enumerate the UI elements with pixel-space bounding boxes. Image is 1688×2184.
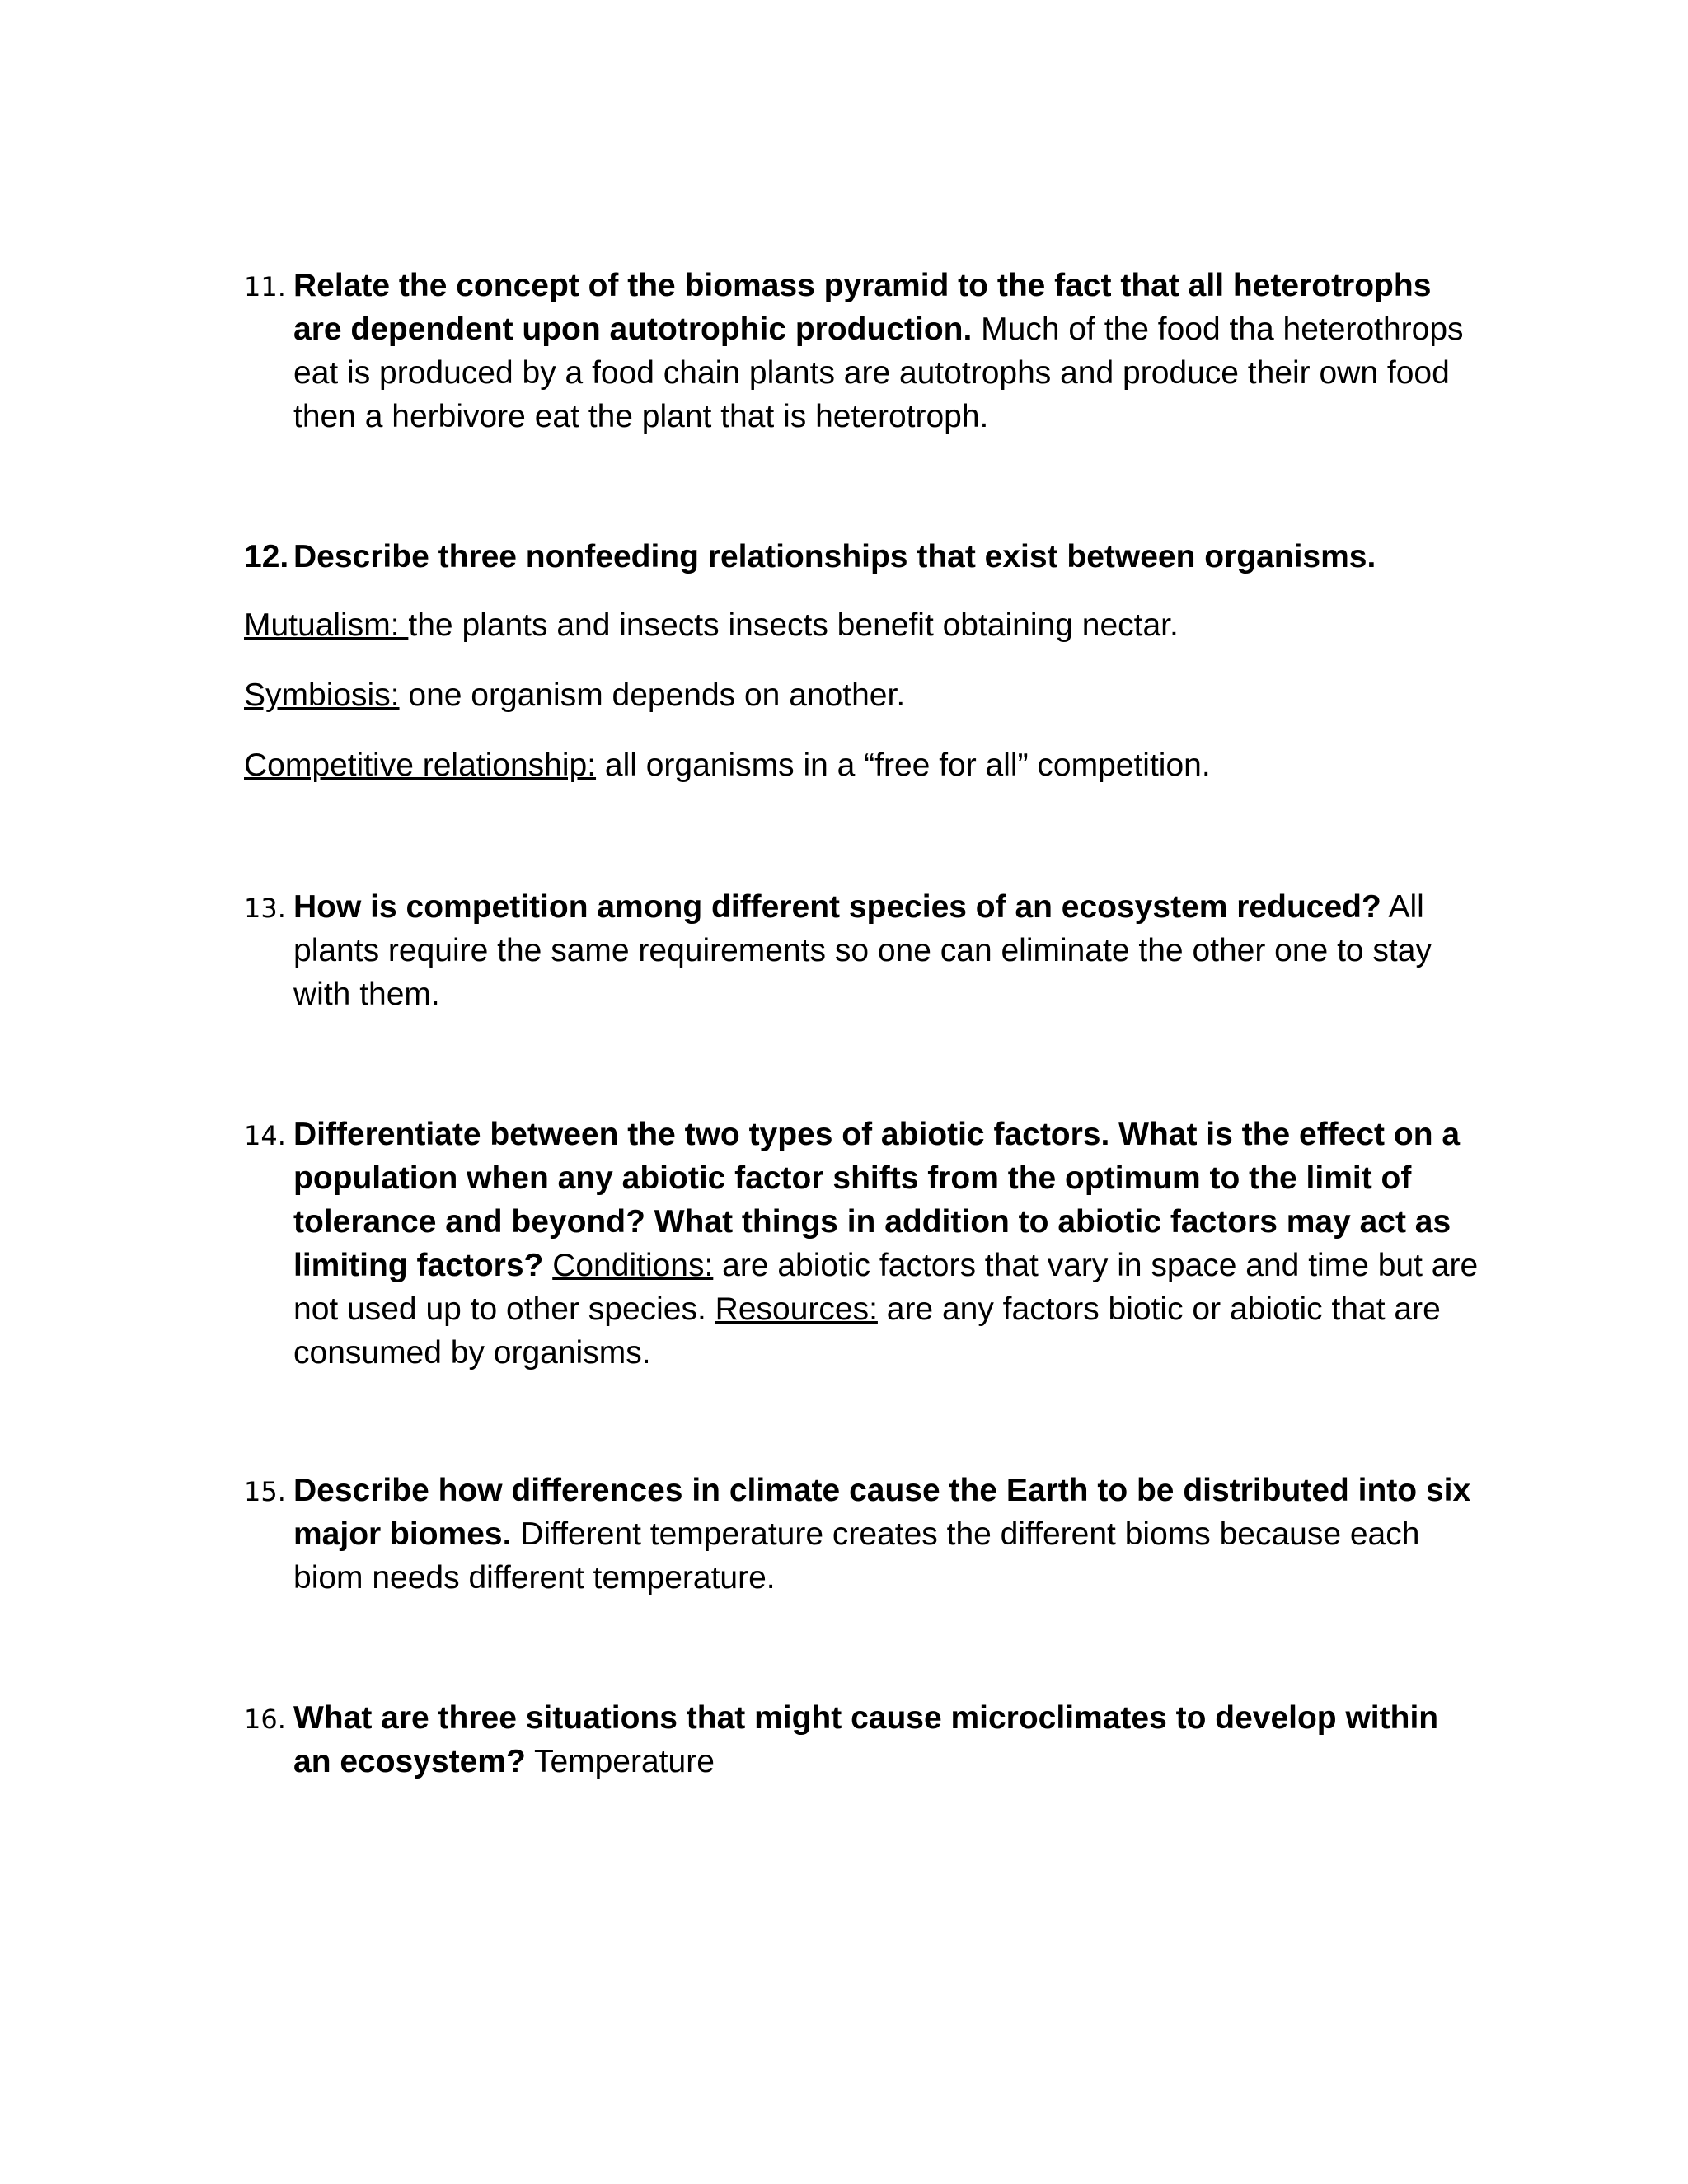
relationship-symbiosis	[244, 673, 905, 717]
question-16	[244, 1696, 1480, 1783]
relationship-term: Symbiosis:	[244, 677, 400, 713]
question-number: 14.	[244, 1120, 286, 1151]
answer-text: Much of the food tha heterothrops eat is produced by a food chain plants are autotrophs and produce their own food then a herbivore eat the plant that is heterotroph.	[293, 312, 1464, 434]
question-number: 11.	[244, 271, 286, 302]
relationship-mutualism	[244, 603, 1179, 647]
question-body	[293, 264, 1480, 438]
relationship-text: all organisms in a “free for all” competition.	[596, 748, 1211, 783]
relationship-term: Competitive relationship:	[244, 748, 597, 783]
question-number: 16.	[244, 1704, 286, 1735]
question-text: Differentiate between the two types of abiotic factors. What is the effect on a population when any abiotic factor shifts from the optimum to the limit of tolerance and beyond? What things in addition to abiotic factors may act as limiting factors?	[293, 1117, 1461, 1283]
relationship-text: the plants and insects insects benefit obtaining nectar.	[408, 607, 1179, 643]
question-number: 13.	[244, 893, 286, 924]
resources-text: are any factors biotic or abiotic that are consumed by organisms.	[293, 1291, 1441, 1371]
question-number: 15.	[244, 1476, 286, 1507]
relationship-text: one organism depends on another.	[399, 677, 906, 713]
question-13	[244, 885, 1480, 1016]
question-body	[293, 885, 1480, 1016]
question-number: 12.	[244, 539, 289, 574]
question-12	[244, 535, 1480, 579]
question-text: What are three situations that might cause microclimates to develop within an ecosystem?	[293, 1700, 1439, 1779]
question-14	[244, 1113, 1480, 1375]
question-body	[293, 1113, 1480, 1375]
question-body	[293, 1469, 1480, 1600]
question-text: How is competition among different species of an ecosystem reduced?	[293, 889, 1381, 925]
question-text: Describe three nonfeeding relationships that exist between organisms.	[293, 539, 1376, 574]
answer-text: Temperature	[525, 1744, 715, 1779]
answer-text: All plants require the same requirements so one can eliminate the other one to stay with them.	[293, 889, 1432, 1012]
resources-term: Resources:	[715, 1291, 878, 1327]
relationship-term: Mutualism:	[244, 607, 409, 643]
conditions-term: Conditions:	[552, 1248, 714, 1283]
question-15	[244, 1469, 1480, 1600]
conditions-text: are abiotic factors that vary in space and time but are not used up to other species.	[293, 1248, 1479, 1327]
question-text: Relate the concept of the biomass pyramid to the fact that all heterotrophs are dependent upon autotrophic production.	[293, 268, 1432, 347]
answer-text: Different temperature creates the different bioms because each biom needs different temperature.	[293, 1516, 1420, 1596]
question-text: Describe how differences in climate cause the Earth to be distributed into six major biomes.	[293, 1473, 1471, 1552]
relationship-competitive	[244, 743, 1211, 787]
question-11	[244, 264, 1480, 438]
question-body	[293, 1696, 1480, 1783]
